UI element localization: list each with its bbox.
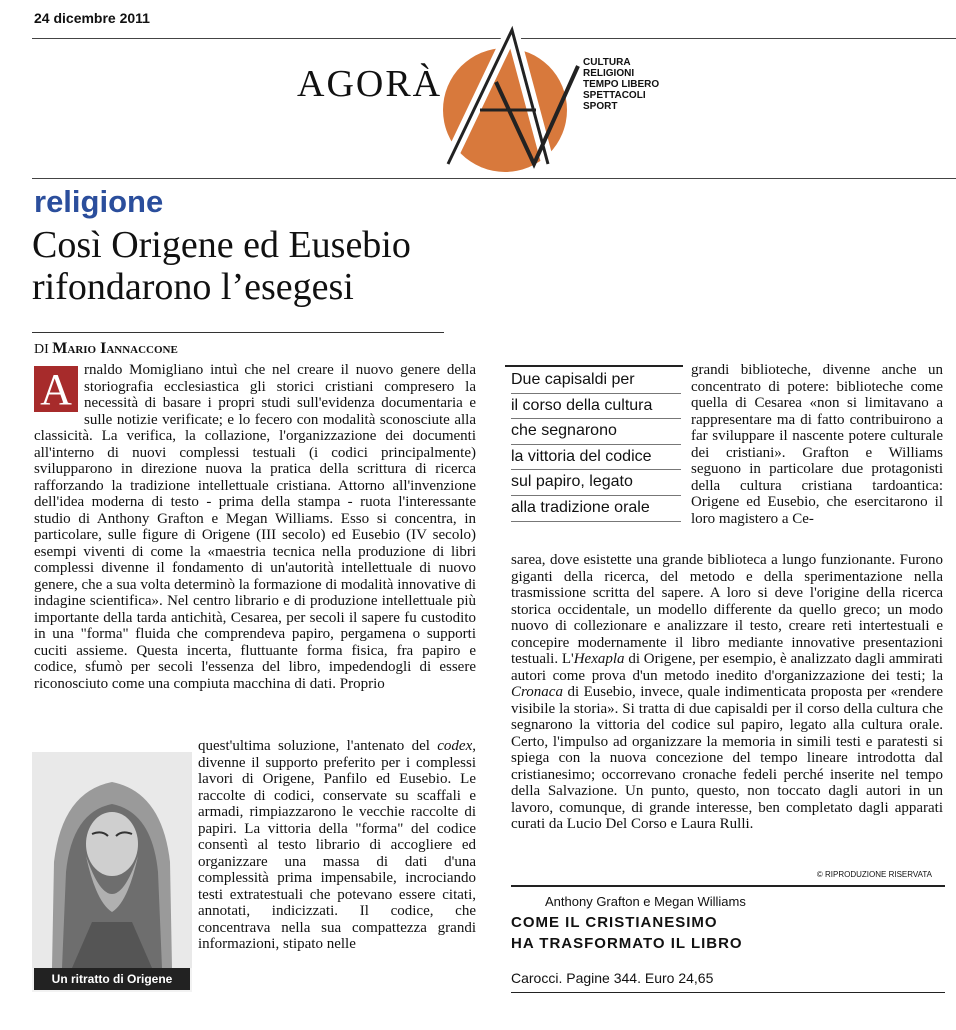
portrait-image xyxy=(32,752,192,992)
pullquote-line: alla tradizione orale xyxy=(511,496,681,522)
pullquote-line: Due capisaldi per xyxy=(511,368,681,394)
pullquote-line: sul papiro, legato xyxy=(511,470,681,496)
section-label: religione xyxy=(34,184,164,219)
body-text: quest'ultima soluzione, l'antenato del xyxy=(198,738,438,754)
masthead-logo-icon xyxy=(440,22,590,172)
article-column-2-continued xyxy=(511,552,943,870)
masthead-rule xyxy=(32,178,956,179)
body-text: di Origene, per esempio, è analizzato dagli ammirati autori come prova d'un metodo inedito d'organizzazione dei testi; la xyxy=(511,651,943,684)
article-column-2: grandi biblioteche, divenne anche un concentrato di potere: biblioteche come quella di Cesarea «non si limitavano a rappresentare ma di fatto contribuirono a far sviluppare il nascente potere culturale dei cristiani». Grafton e Williams seguono in particolare due protagonisti della cultura cristiana tardoantica: Origene ed Eusebio, che esercitarono il loro magistero a Ce- xyxy=(691,362,943,527)
drop-cap: A xyxy=(34,366,78,412)
body-text: , divenne il supporto preferito per i complessi lavori di Origene, Panfilo ed Eusebio. Le raccolte di codici, conservate su scaffali e armadi, rimpiazzarono le vecchie raccolte di papiri. La vittoria della "forma" del codice consentì al testo librario di accogliere ed organizzare una massa di dati d'una complessità prima impensabile, incrociando testi extratestuali che potevano essere citati, annotati, indicizzati. Il codice, che concentrava nella sua compattezza grandi informazioni, stipato nelle xyxy=(198,738,476,952)
byline-author: Mario Iannaccone xyxy=(52,340,178,357)
issue-date: 24 dicembre 2011 xyxy=(34,10,150,26)
masthead-section: SPETTACOLI xyxy=(583,90,646,101)
book-title-line: HA TRASFORMATO IL LIBRO xyxy=(511,935,743,952)
masthead-section: CULTURA xyxy=(583,57,631,68)
body-emphasis: Cronaca xyxy=(511,684,563,700)
masthead-section: TEMPO LIBERO xyxy=(583,79,660,90)
masthead-section: SPORT xyxy=(583,101,618,112)
pullquote-line: che segnarono xyxy=(511,419,681,445)
book-box-rule xyxy=(511,885,945,887)
pullquote-line: la vittoria del codice xyxy=(511,445,681,471)
headline-line: Così Origene ed Eusebio xyxy=(32,224,411,266)
pullquote-line: il corso della cultura xyxy=(511,394,681,420)
pullquote-rule xyxy=(505,365,683,367)
headline xyxy=(32,224,411,308)
masthead-sections xyxy=(583,57,659,112)
portrait-caption: Un ritratto di Origene xyxy=(34,968,190,990)
book-title-line: COME IL CRISTIANESIMO xyxy=(511,914,718,931)
body-text: sarea, dove esistette una grande biblioteca a lungo funzionante. Furono giganti della ricerca, del metodo e della sperimentazione nella trasmissione scritta del sapere. A loro si deve l'origine della ricerca storica occidentale, un modello differente da quello greco; un modo nuovo di collezionare e analizzare il testo, creare reti intertestuali e concepire modernamente il libro mediante innovative presentazioni testuali. L' xyxy=(511,552,943,667)
body-emphasis: Hexapla xyxy=(573,651,625,667)
masthead-section: RELIGIONI xyxy=(583,68,635,79)
byline xyxy=(34,340,178,358)
article-column-1 xyxy=(34,362,476,722)
byline-prefix: DI xyxy=(34,342,49,357)
masthead-title: AGORÀ xyxy=(297,63,443,105)
rights-notice: © RIPRODUZIONE RISERVATA xyxy=(816,870,932,879)
body-text: rnaldo Momigliano intuì che nel creare il nuovo genere della storiografia ecclesiastica gli storici cristiani compresero la necessità di basare i propri studi sull'evidenza documentaria e sulle notizie verificate; e lo fecero con modalità sconosciute alla classicità. La verifica, la collazione, l'organizzazione dei documenti all'interno di nuovi complessi testuali (i codici principalmente) svilupparono in direzione nuova la pratica della scrittura di ricerca rafforzando la tradizione intellettuale cristiana. Attorno all'invenzione dell'idea moderna di testo - prima della stampa - ruota l'interessante studio di Anthony Grafton e Megan Williams. Esso si concentra, in particolare, sulle figure di Origene (III secolo) ed Eusebio (IV secolo) esempi viventi di come la «maestria tecnica nella produzione di libri complessi divenne il fondamento di un'autorità intellettuale di nuovo genere, che a sua volta determinò la formazione di modalità innovative di indagine scientifica». Nel centro librario e di produzione intellettuale più importante della tarda antichità, Cesarea, per secoli il sapere fu custodito in una "forma" fluida che comprendeva papiro, pergamena o supporti cuciti assieme. Questa incerta, fluttuante forma fisica, fra papiro e codice, sfumò per secoli l'essenza del libro, impedendogli di essere riconosciuto come una compiuta macchina di dati. Proprio xyxy=(34,362,476,692)
headline-line: rifondarono l’esegesi xyxy=(32,266,354,308)
book-box-bottom-rule xyxy=(511,992,945,993)
portrait-engraving xyxy=(32,752,192,968)
book-authors: Anthony Grafton e Megan Williams xyxy=(545,894,746,909)
body-text: di Eusebio, invece, quale indimenticata proposta per «rendere visibile la storia». Si tratta di due capisaldi per il corso della cultura che segnarono la vittoria del codice sul papiro, legato alla cultura orale. Certo, l'impulso ad organizzare la memoria in simili testi e paratesti si spiega con la nuova concezione del tempo lineare introdotta dal cristianesimo; occorrevano cronache fedeli perché inserite nel tempo della Salvazione. Un punto, questo, non toccato dagli autori in un lavoro, comunque, di grande interesse, ben completato dagli apparati curati da Lucio Del Corso e Laura Rulli. xyxy=(511,684,943,832)
body-emphasis: codex xyxy=(437,738,473,754)
article-column-1-continued xyxy=(198,738,476,1008)
book-publisher: Carocci. Pagine 344. Euro 24,65 xyxy=(511,970,714,986)
book-title xyxy=(511,912,743,954)
pullquote xyxy=(511,368,681,522)
byline-rule xyxy=(32,332,444,333)
